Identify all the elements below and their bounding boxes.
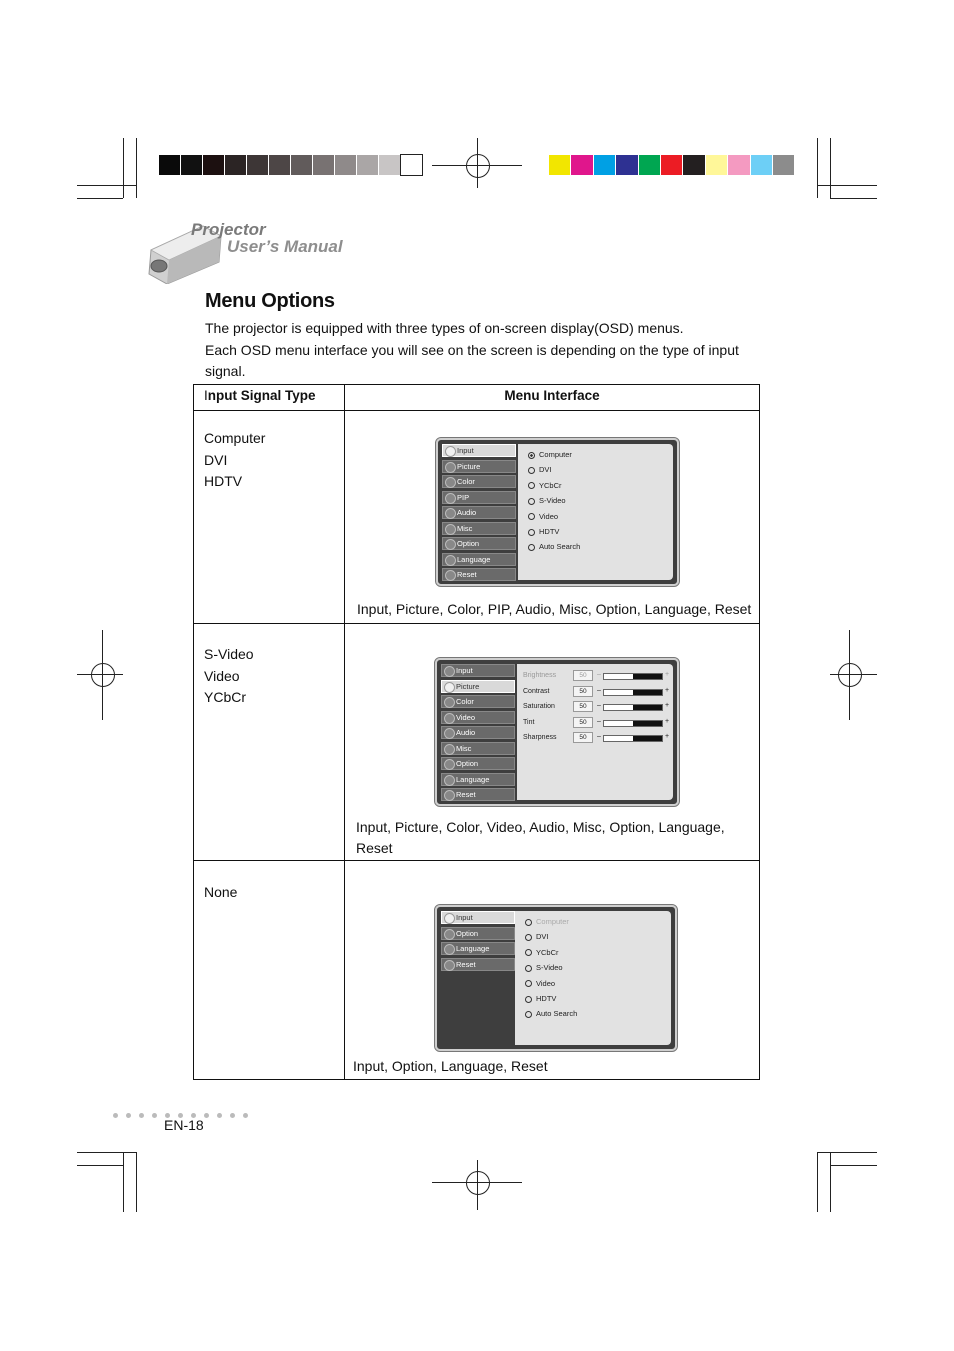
osd-sidebar — [442, 444, 516, 584]
osd-item-dot-icon — [445, 524, 456, 535]
minus-icon: – — [597, 717, 601, 725]
osd-slider-fill — [604, 721, 633, 726]
osd-option — [525, 979, 555, 988]
osd-menu-item — [442, 475, 516, 488]
menu-interface-cell — [345, 861, 760, 1080]
osd-option-label: DVI — [539, 465, 552, 475]
registration-target-icon — [466, 154, 490, 178]
osd-menu-item-label: Reset — [456, 959, 476, 969]
radio-icon — [528, 529, 535, 536]
osd-item-dot-icon — [444, 666, 455, 677]
calibration-swatch — [203, 155, 224, 175]
osd-item-dot-icon — [444, 728, 455, 739]
calibration-swatch — [594, 155, 615, 175]
osd-adjustment-value: 50 — [573, 686, 593, 697]
calibration-swatch — [683, 155, 704, 175]
osd-menu-item-label: Input — [457, 446, 474, 455]
radio-icon — [528, 513, 535, 520]
osd-panel — [518, 444, 673, 580]
osd-panel — [515, 911, 671, 1045]
calibration-swatch — [159, 155, 180, 175]
osd-menu-item-label: Misc — [456, 743, 472, 753]
radio-icon — [525, 965, 532, 972]
calibration-swatch — [379, 155, 400, 175]
osd-menu-item-label: Color — [456, 697, 474, 706]
osd-menu-item-label: Audio — [457, 508, 477, 517]
signal-dvi: DVI — [204, 451, 228, 468]
osd-slider-fill — [604, 736, 633, 741]
signal-cell — [194, 411, 345, 624]
osd-adjustment-row — [523, 688, 673, 698]
osd-slider-fill — [604, 674, 633, 679]
calibration-swatch — [639, 155, 660, 175]
radio-icon — [525, 919, 532, 926]
osd-item-dot-icon — [445, 446, 456, 457]
signal-none: None — [204, 884, 238, 900]
osd-adjustment-label: Tint — [523, 718, 535, 726]
calibration-swatch — [291, 155, 312, 175]
osd-menu-item — [442, 460, 516, 473]
minus-icon: – — [597, 671, 601, 678]
osd-item-dot-icon — [444, 944, 455, 955]
osd-sidebar — [441, 664, 515, 804]
osd-menu-item-label: Input — [456, 666, 473, 675]
signal-cell — [194, 624, 345, 861]
osd-sidebar — [441, 911, 515, 973]
osd-item-dot-icon — [444, 713, 455, 724]
registration-target-icon — [838, 663, 862, 687]
radio-icon — [525, 980, 532, 987]
osd-menu-item-label: Reset — [457, 570, 477, 579]
osd-option-label: HDTV — [539, 527, 560, 536]
menu-options-table — [193, 384, 760, 1080]
menu-interface-cell — [345, 411, 760, 624]
radio-icon — [528, 452, 535, 459]
osd-menu-item-label: Option — [457, 539, 480, 548]
page-number: EN-18 — [164, 1117, 204, 1133]
osd-menu-item — [441, 742, 515, 755]
osd-item-dot-icon — [445, 462, 456, 473]
osd-option — [528, 481, 562, 490]
signal-hdtv: HDTV — [204, 473, 243, 489]
osd-menu-item — [441, 773, 515, 786]
osd-item-dot-icon — [444, 929, 455, 940]
osd-menu-item — [441, 788, 515, 801]
osd-adjustment-label: Saturation — [523, 703, 555, 710]
radio-icon — [528, 467, 535, 474]
osd-adjustment-row — [523, 734, 673, 744]
calibration-swatch — [571, 155, 592, 175]
osd-option-label: Video — [536, 978, 556, 988]
osd-item-dot-icon — [444, 682, 455, 693]
header-input-signal-type — [194, 385, 345, 411]
osd-option-label: Computer — [536, 917, 569, 926]
osd-option-label: Auto Search — [536, 1009, 578, 1019]
osd-menu-item-label: Video — [456, 712, 476, 722]
osd-menu-item — [441, 711, 515, 724]
radio-icon — [528, 482, 535, 489]
calibration-swatch — [269, 155, 290, 175]
osd-menu-item-label: Picture — [456, 681, 480, 691]
osd-item-dot-icon — [444, 790, 455, 801]
osd-slider-bar — [603, 673, 663, 680]
calibration-swatch — [751, 155, 772, 175]
calibration-swatch — [401, 155, 422, 175]
menu-caption-line-2: Reset — [356, 840, 393, 856]
intro-line-3: signal. — [205, 363, 246, 379]
radio-icon — [528, 498, 535, 505]
osd-slider-bar — [603, 720, 663, 727]
minus-icon: – — [597, 686, 601, 694]
osd-menu-item — [441, 942, 515, 955]
table-header-row — [194, 385, 760, 411]
osd-menu-item-label: Option — [456, 759, 479, 768]
osd-option-label: YCbCr — [539, 480, 562, 490]
calibration-swatch — [661, 155, 682, 175]
calibration-swatch — [335, 155, 356, 175]
osd-menu-item-label: Language — [457, 554, 491, 564]
intro-line-1: The projector is equipped with three types of on-screen display(OSD) menus. — [205, 320, 684, 336]
minus-icon: – — [597, 702, 601, 709]
logo-line1: Projector — [191, 220, 266, 239]
osd-adjustment-row — [523, 703, 673, 713]
osd-menu-item-label: Language — [456, 774, 490, 784]
osd-option — [528, 465, 552, 474]
osd-menu-item — [441, 680, 515, 693]
radio-icon — [525, 1011, 532, 1018]
osd-option-label: DVI — [536, 932, 549, 942]
osd-adjustment-value: 50 — [573, 732, 593, 743]
osd-slider-fill — [604, 690, 633, 695]
signal-s-video: S-Video — [204, 646, 254, 662]
logo-line2: User’s Manual — [227, 237, 343, 256]
osd-menu-item — [442, 553, 516, 566]
registration-target-icon — [466, 1171, 490, 1195]
table-row — [194, 624, 760, 861]
signal-computer: Computer — [204, 430, 266, 446]
osd-item-dot-icon — [445, 493, 456, 504]
signal-video: Video — [204, 667, 240, 684]
signal-ycbcr: YCbCr — [204, 689, 247, 705]
osd-adjustment-row — [523, 672, 673, 682]
osd-menu-item — [442, 444, 516, 457]
osd-menu-item — [442, 568, 516, 581]
osd-option — [525, 963, 563, 972]
osd-option-label: S-Video — [539, 496, 566, 506]
plus-icon: + — [665, 733, 670, 740]
menu-caption: Input, Picture, Color, PIP, Audio, Misc, Option, Language, Reset — [357, 601, 752, 617]
osd-adjustment-value: 50 — [573, 701, 593, 712]
osd-option — [525, 932, 549, 941]
osd-item-dot-icon — [444, 697, 455, 708]
osd-option — [528, 450, 572, 459]
manual-logo — [145, 220, 385, 285]
menu-caption: Input, Option, Language, Reset — [353, 1058, 548, 1074]
osd-option-label: Computer — [539, 450, 572, 459]
osd-option — [525, 948, 559, 957]
calibration-swatch — [313, 155, 334, 175]
osd-adjustment-value: 50 — [573, 717, 593, 728]
calibration-swatch — [773, 155, 794, 175]
osd-item-dot-icon — [444, 744, 455, 755]
osd-menu-item — [442, 491, 516, 504]
osd-menu-item-label: Input — [456, 913, 473, 922]
osd-menu-item — [441, 664, 515, 677]
header-menu-interface — [345, 385, 760, 411]
radio-icon — [525, 949, 532, 956]
calibration-swatch — [225, 155, 246, 175]
calibration-swatch — [181, 155, 202, 175]
osd-item-dot-icon — [444, 913, 455, 924]
radio-icon — [525, 934, 532, 941]
osd-adjustment-row — [523, 719, 673, 729]
osd-option-label: Auto Search — [539, 542, 581, 552]
calibration-swatch — [247, 155, 268, 175]
osd-menu-item — [442, 537, 516, 550]
osd-menu-screenshot — [435, 905, 677, 1051]
osd-menu-screenshot — [436, 438, 679, 586]
plus-icon: + — [665, 717, 670, 725]
minus-icon: – — [597, 733, 601, 740]
osd-menu-item — [442, 522, 516, 535]
osd-menu-item-label: Misc — [457, 523, 473, 533]
header-prefix: I — [204, 388, 208, 403]
osd-menu-item-label: Audio — [456, 728, 476, 737]
osd-option-label: YCbCr — [536, 947, 559, 957]
osd-option — [525, 917, 569, 926]
osd-slider-fill — [604, 705, 633, 710]
osd-item-dot-icon — [445, 570, 456, 581]
header-rest: nput Signal Type — [207, 388, 316, 403]
osd-menu-screenshot — [435, 658, 679, 806]
osd-menu-item — [442, 506, 516, 519]
osd-item-dot-icon — [444, 759, 455, 770]
osd-option-label: HDTV — [536, 994, 557, 1003]
menu-caption-line-1: Input, Picture, Color, Video, Audio, Misc, Option, Language, — [356, 819, 725, 835]
osd-menu-item — [441, 958, 515, 971]
osd-menu-item — [441, 927, 515, 940]
page-title: Menu Options — [205, 290, 335, 312]
registration-target-icon — [91, 663, 115, 687]
osd-panel — [517, 664, 673, 800]
osd-item-dot-icon — [445, 539, 456, 550]
plus-icon: + — [665, 686, 670, 694]
osd-option — [528, 512, 558, 521]
intro-line-2: Each OSD menu interface you will see on the screen is depending on the type of input — [205, 342, 739, 358]
plus-icon: + — [665, 702, 670, 709]
osd-option — [525, 1009, 577, 1018]
osd-option — [528, 542, 580, 551]
osd-slider-bar — [603, 704, 663, 711]
menu-interface-cell — [345, 624, 760, 861]
osd-adjustment-label: Sharpness — [523, 734, 557, 741]
signal-cell — [194, 861, 345, 1080]
calibration-swatch — [357, 155, 378, 175]
osd-item-dot-icon — [444, 775, 455, 786]
plus-icon: + — [665, 671, 670, 678]
osd-menu-item — [441, 757, 515, 770]
osd-adjustment-value: 50 — [573, 670, 593, 681]
header-menu-interface-label: Menu Interface — [504, 388, 600, 403]
table-row — [194, 411, 760, 624]
osd-option — [525, 994, 556, 1003]
radio-icon — [525, 996, 532, 1003]
calibration-swatch — [616, 155, 637, 175]
osd-adjustment-label: Brightness — [523, 672, 557, 679]
table-row — [194, 861, 760, 1080]
osd-item-dot-icon — [445, 508, 456, 519]
radio-icon — [528, 544, 535, 551]
osd-slider-bar — [603, 689, 663, 696]
calibration-swatch — [706, 155, 727, 175]
calibration-swatch — [549, 155, 570, 175]
osd-menu-item-label: Language — [456, 944, 490, 953]
osd-adjustment-label: Contrast — [523, 687, 550, 695]
osd-menu-item-label: Color — [457, 477, 475, 486]
osd-option-label: S-Video — [536, 963, 563, 973]
osd-menu-item — [441, 695, 515, 708]
osd-item-dot-icon — [445, 555, 456, 566]
osd-option — [528, 527, 559, 536]
osd-menu-item — [441, 726, 515, 739]
osd-menu-item-label: Picture — [457, 461, 481, 471]
osd-menu-item — [441, 911, 515, 924]
osd-option — [528, 496, 566, 505]
osd-menu-item-label: Option — [456, 928, 479, 938]
osd-option-label: Video — [539, 511, 559, 521]
calibration-swatch — [728, 155, 749, 175]
osd-menu-item-label: PIP — [457, 492, 470, 502]
osd-item-dot-icon — [444, 960, 455, 971]
osd-menu-item-label: Reset — [456, 790, 476, 799]
osd-item-dot-icon — [445, 477, 456, 488]
osd-slider-bar — [603, 735, 663, 742]
